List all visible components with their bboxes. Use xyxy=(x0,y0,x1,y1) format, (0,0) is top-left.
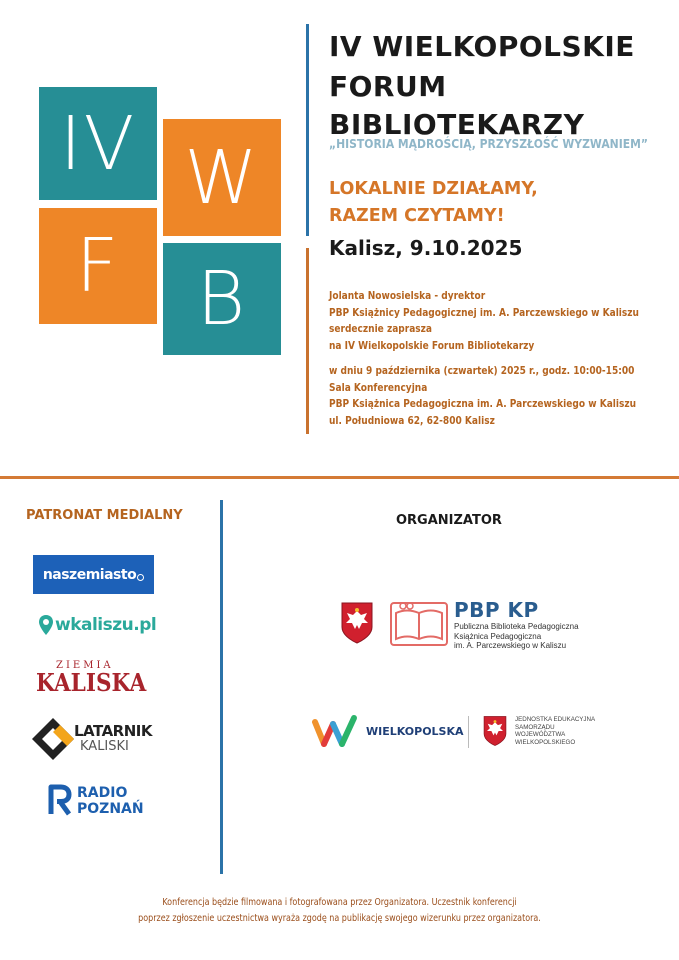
pbp-kp-title: PBP KP xyxy=(454,598,539,622)
radio-poznan-logo xyxy=(48,783,158,819)
radio-poznan-r-icon xyxy=(48,784,72,816)
wkaliszu-text: wkaliszu.pl xyxy=(55,615,157,635)
footer-notice xyxy=(48,895,632,927)
ziemia-text: ZIEMIA xyxy=(56,660,114,671)
logo-letter-w: W xyxy=(184,134,260,221)
patronat-heading: PATRONAT MEDIALNY xyxy=(26,508,183,523)
event-title-line1: IV WIELKOPOLSKIE xyxy=(329,30,635,63)
footer-line: poprzez zgłoszenie uczestnictwa wyraża zgodę na publikację swojego wizerunku przez organizatora. xyxy=(138,913,541,924)
map-pin-icon xyxy=(38,614,54,636)
lower-column-divider xyxy=(220,500,223,874)
wielkopolska-w-icon xyxy=(312,714,358,750)
wielkopolska-eagle-crest-icon xyxy=(482,715,508,747)
jednostka-line: JEDNOSTKA EDUKACYJNA xyxy=(515,716,596,723)
slogan-line1: LOKALNIE DZIAŁAMY, xyxy=(329,179,538,199)
wielkopolska-eagle-crest-icon xyxy=(340,601,374,645)
detail-line: w dniu 9 października (czwartek) 2025 r., godz. 10:00-15:00 xyxy=(329,365,635,377)
naszemiasto-logo xyxy=(33,555,154,594)
section-divider xyxy=(0,476,679,479)
naszemiasto-dot-icon xyxy=(137,574,144,581)
wielkopolska-label: WIELKOPOLSKA xyxy=(366,725,464,738)
ziemia-kaliska-logo xyxy=(36,660,160,700)
slogan-line2: RAZEM CZYTAMY! xyxy=(329,206,505,226)
latarnik-kaliski-logo xyxy=(30,716,170,762)
motto: „HISTORIA MĄDROŚCIĄ, PRZYSZŁOŚĆ WYZWANIEM” xyxy=(329,137,648,151)
pbp-sub-line: Publiczna Biblioteka Pedagogiczna xyxy=(454,622,579,631)
event-details-block xyxy=(329,363,679,429)
kaliski-text: KALISKI xyxy=(80,739,129,754)
naszemiasto-text: naszemiasto xyxy=(42,566,137,583)
logo-tile-b xyxy=(163,243,281,355)
accent-bar-orange xyxy=(306,248,309,434)
organizator-heading: ORGANIZATOR xyxy=(396,513,502,528)
logo-letter-b: B xyxy=(196,256,248,342)
logo-tile-f xyxy=(39,208,157,324)
invitation-block xyxy=(329,288,679,354)
jednostka-line: SAMORZĄDU xyxy=(515,723,555,731)
detail-line: ul. Południowa 62, 62-800 Kalisz xyxy=(329,414,495,427)
poznan-text: POZNAŃ xyxy=(77,801,144,817)
jednostka-line: WIELKOPOLSKIEGO xyxy=(515,738,576,746)
invitation-line: Jolanta Nowosielska - dyrektor xyxy=(329,290,486,302)
kaliska-text: KALISKA xyxy=(36,668,147,697)
owl-book-icon xyxy=(390,597,448,647)
latarnik-diamond-icon xyxy=(30,716,76,762)
event-title-line2: FORUM BIBLIOTEKARZY xyxy=(329,70,585,141)
pbp-sub-line: im. A. Parczewskiego w Kaliszu xyxy=(454,641,567,650)
invitation-line: na IV Wielkopolskie Forum Bibliotekarzy xyxy=(329,339,535,352)
logo-letter-f: F xyxy=(75,223,121,309)
accent-bar-blue xyxy=(306,24,309,236)
wielkopolska-separator xyxy=(468,716,469,748)
event-date: Kalisz, 9.10.2025 xyxy=(329,236,523,260)
invitation-line: PBP Książnicy Pedagogicznej im. A. Parczewskiego w Kaliszu xyxy=(329,306,639,319)
logo-tile-w xyxy=(163,119,281,236)
jednostka-line: WOJEWÓDZTWA xyxy=(515,731,566,738)
logo-letter-iv: IV xyxy=(59,100,137,187)
latarnik-text: LATARNIK xyxy=(74,722,152,740)
pbp-kp-logo xyxy=(340,597,580,653)
detail-line: PBP Książnica Pedagogiczna im. A. Parczewskiego w Kaliszu xyxy=(329,398,637,410)
detail-line: Sala Konferencyjna xyxy=(329,381,428,394)
radio-text: RADIO xyxy=(77,785,128,801)
invitation-line: serdecznie zaprasza xyxy=(329,323,433,335)
jednostka-text xyxy=(515,716,595,746)
logo-tile-iv xyxy=(39,87,157,200)
wkaliszu-logo xyxy=(38,611,156,639)
footer-line: Konferencja będzie filmowana i fotografowana przez Organizatora. Uczestnik konferencji xyxy=(162,897,517,908)
pbp-kp-subtitle xyxy=(454,622,579,651)
wielkopolska-logo xyxy=(312,712,612,754)
pbp-sub-line: Książnica Pedagogiczna xyxy=(454,631,542,641)
